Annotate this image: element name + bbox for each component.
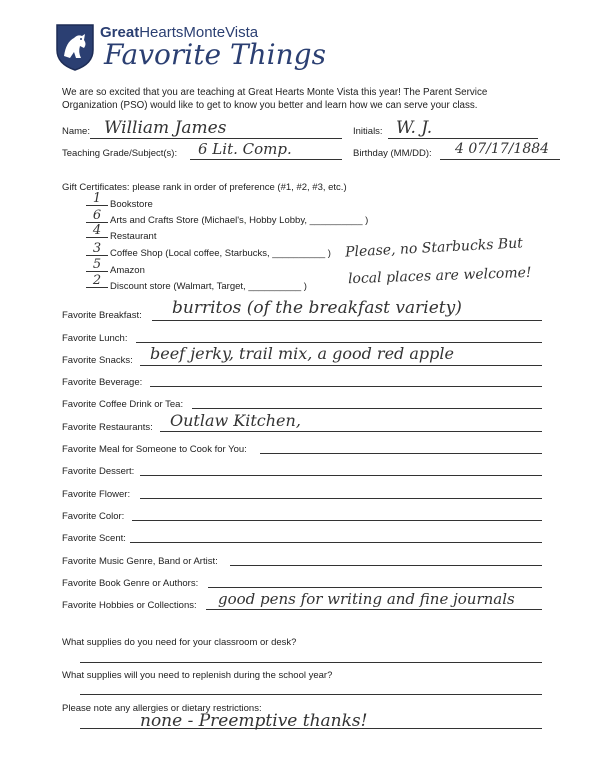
gift-rank-discount[interactable]: 2 [86, 275, 108, 288]
gift-note-line2: local places are welcome! [347, 264, 532, 288]
fav-breakfast-line[interactable] [152, 320, 542, 321]
fav-lunch-label: Favorite Lunch: [62, 333, 128, 344]
gift-rank-bookstore[interactable]: 1 [86, 193, 108, 206]
brand-great: Great [100, 24, 140, 41]
fav-flower-line[interactable] [140, 498, 542, 499]
initials-label: Initials: [353, 126, 383, 137]
fav-snacks-line[interactable] [140, 365, 542, 366]
gift-label-coffee: Coffee Shop (Local coffee, Starbucks, __________ ) [110, 248, 331, 259]
grade-line[interactable] [190, 159, 342, 160]
gift-rank-arts[interactable]: 6 [86, 210, 108, 223]
gift-rank-coffee[interactable]: 3 [86, 243, 108, 256]
brand-hearts: Hearts [139, 24, 184, 41]
fav-breakfast-value: burritos (of the breakfast variety) [172, 298, 462, 318]
gift-label-amazon: Amazon [110, 265, 145, 276]
name-label: Name: [62, 126, 90, 137]
gift-rank-restaurant[interactable]: 4 [86, 225, 108, 238]
fav-breakfast-label: Favorite Breakfast: [62, 310, 142, 321]
fav-dessert-line[interactable] [140, 475, 542, 476]
fav-snacks-label: Favorite Snacks: [62, 355, 133, 366]
fav-hobbies-value: good pens for writing and fine journals [218, 590, 515, 608]
fav-music-line[interactable] [230, 565, 542, 566]
birthday-line[interactable] [440, 159, 560, 160]
fav-music-label: Favorite Music Genre, Band or Artist: [62, 556, 218, 567]
grade-label: Teaching Grade/Subject(s): [62, 148, 178, 159]
grade-value: 6 Lit. Comp. [198, 140, 292, 158]
fav-hobbies-label: Favorite Hobbies or Collections: [62, 600, 197, 611]
allergies-value: none - Preemptive thanks! [140, 711, 368, 731]
supplies-replenish-line[interactable] [80, 694, 542, 695]
lion-shield-logo [54, 22, 96, 72]
initials-line[interactable] [388, 138, 538, 139]
fav-hobbies-line[interactable] [206, 609, 542, 610]
gift-rank-amazon[interactable]: 5 [86, 259, 108, 272]
fav-lunch-line[interactable] [136, 342, 542, 343]
fav-beverage-line[interactable] [150, 386, 542, 387]
fav-restaurants-label: Favorite Restaurants: [62, 422, 153, 433]
fav-book-label: Favorite Book Genre or Authors: [62, 578, 199, 589]
fav-scent-label: Favorite Scent: [62, 533, 126, 544]
gift-heading: Gift Certificates: please rank in order of preference (#1, #2, #3, etc.) [62, 182, 347, 193]
gift-note-line1: Please, no Starbucks But [344, 235, 524, 261]
initials-value: W. J. [396, 118, 433, 138]
form-title: Favorite Things [104, 38, 326, 71]
name-value: William James [104, 118, 227, 138]
fav-beverage-label: Favorite Beverage: [62, 377, 143, 388]
logo [54, 22, 96, 72]
fav-coffee-label: Favorite Coffee Drink or Tea: [62, 399, 184, 410]
fav-book-line[interactable] [208, 587, 542, 588]
supplies-desk-line[interactable] [80, 662, 542, 663]
fav-meal-label: Favorite Meal for Someone to Cook for You: [62, 444, 247, 455]
fav-restaurants-line[interactable] [160, 431, 542, 432]
gift-label-arts: Arts and Crafts Store (Michael's, Hobby Lobby, __________ ) [110, 215, 369, 226]
gift-label-bookstore: Bookstore [110, 199, 153, 210]
intro-text: We are so excited that you are teaching at Great Hearts Monte Vista this year! The Parent Service Organization (PSO) would like to get to know you better and learn how we can serve your class. [62, 87, 488, 111]
birthday-label: Birthday (MM/DD): [353, 148, 432, 159]
fav-coffee-line[interactable] [192, 408, 542, 409]
fav-color-line[interactable] [132, 520, 542, 521]
gift-label-restaurant: Restaurant [110, 231, 157, 242]
allergies-label: Please note any allergies or dietary restrictions: [62, 703, 262, 714]
fav-restaurants-value: Outlaw Kitchen, [170, 411, 301, 430]
fav-dessert-label: Favorite Dessert: [62, 466, 135, 477]
fav-scent-line[interactable] [130, 542, 542, 543]
supplies-desk-label: What supplies do you need for your classroom or desk? [62, 637, 297, 648]
name-line[interactable] [90, 138, 342, 139]
fav-snacks-value: beef jerky, trail mix, a good red apple [150, 344, 454, 363]
supplies-replenish-label: What supplies will you need to replenish during the school year? [62, 670, 333, 681]
fav-meal-line[interactable] [260, 453, 542, 454]
brand-montevista: MonteVista [183, 24, 259, 41]
gift-label-discount: Discount store (Walmart, Target, __________ ) [110, 281, 307, 292]
fav-flower-label: Favorite Flower: [62, 489, 131, 500]
fav-color-label: Favorite Color: [62, 511, 125, 522]
birthday-value: 4 07/17/1884 [455, 141, 550, 157]
